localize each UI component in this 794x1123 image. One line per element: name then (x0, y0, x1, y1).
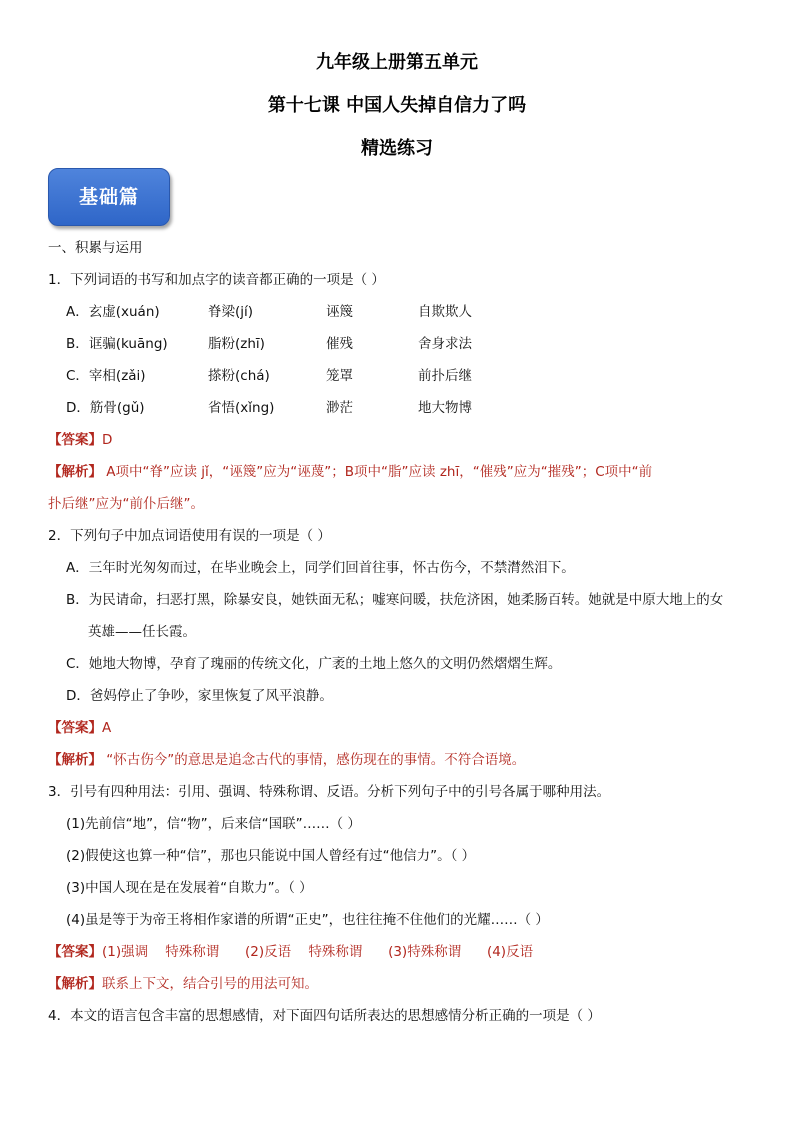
q2-option-d: D．爸妈停止了争吵，家里恢复了风平浪静。 (66, 688, 333, 704)
q2-option-b-continued: 英雄——任长霞。 (88, 624, 196, 640)
q1-option-c-2: 搽粉(chá) (208, 368, 270, 384)
q3-answer (48, 940, 533, 960)
q1-option-d-2: 省悟(xǐng) (208, 400, 275, 416)
q1-option-c-4: 前扑后继 (418, 368, 472, 384)
q3-sentence-2: (2)假使这也算一种“信”，那也只能说中国人曾经有过“他信力”。（ ） (66, 848, 476, 864)
q1-option-b-3: 催残 (326, 336, 353, 352)
q2-option-a: A．三年时光匆匆而过，在毕业晚会上，同学们回首往事，怀古伤今，不禁潸然泪下。 (66, 560, 575, 576)
lesson-title: 第十七课 中国人失掉自信力了吗 (267, 95, 527, 116)
badge-label: 基础篇 (78, 186, 139, 208)
q1-option-b-1: B．诓骗(kuāng) (66, 336, 168, 352)
q2-option-c: C．她地大物博，孕育了瑰丽的传统文化，广袤的土地上悠久的文明仍然熠熠生辉。 (66, 656, 562, 672)
basic-section-badge (48, 168, 170, 226)
answer-label: 【答案】 (48, 432, 102, 448)
q1-option-a-1: A．玄虚(xuán) (66, 304, 160, 320)
q1-option-a-2: 脊梁(jí) (208, 304, 254, 320)
analysis-text: “怀古伤今”的意思是追念古代的事情，感伤现在的事情。不符合语境。 (102, 752, 526, 768)
question-2-stem: 2．下列句子中加点词语使用有误的一项是（ ） (48, 528, 331, 544)
q1-option-b-4: 舍身求法 (418, 336, 472, 352)
question-3-stem: 3．引号有四种用法：引用、强调、特殊称谓、反语。分析下列句子中的引号各属于哪种用法。 (48, 784, 611, 800)
q3-sentence-4: (4)虽是等于为帝王将相作家谱的所谓“正史”，也往往掩不住他们的光耀……（ ） (66, 912, 549, 928)
q1-option-a-4: 自欺欺人 (418, 304, 472, 320)
q1-answer (48, 428, 112, 448)
q2-analysis (48, 748, 525, 768)
analysis-label: 【解析】 (48, 976, 102, 992)
q1-option-d-1: D．筋骨(gǔ) (66, 400, 145, 416)
answer-label: 【答案】 (48, 944, 102, 960)
analysis-label: 【解析】 (48, 752, 102, 768)
q1-option-c-1: C．宰相(zǎi) (66, 368, 146, 384)
q1-analysis-continued: 扑后继”应为“前仆后继”。 (48, 496, 204, 512)
q2-option-b: B．为民请命，扫恶打黑，除暴安良，她铁面无私；嘘寒问暖，扶危济困，她柔肠百转。她就是中原大地上的女 (66, 592, 724, 608)
analysis-label: 【解析】 (48, 464, 102, 480)
q1-option-d-4: 地大物博 (418, 400, 472, 416)
answer-label: 【答案】 (48, 720, 102, 736)
answer-value: (1)强调 特殊称谓 (2)反语 特殊称谓 (3)特殊称谓 (4)反语 (102, 944, 534, 960)
q1-option-d-3: 渺茫 (326, 400, 353, 416)
analysis-text: A项中“脊”应读 jǐ，“诬篾”应为“诬蔑”；B项中“脂”应读 zhī，“催残”应为“摧残”；C项中“前 (102, 464, 653, 480)
q2-answer (48, 716, 111, 736)
q1-analysis (48, 460, 652, 480)
exercise-title: 精选练习 (361, 138, 433, 159)
q1-option-c-3: 笼罩 (326, 368, 353, 384)
q1-option-b-2: 脂粉(zhī) (208, 336, 265, 352)
answer-value: A (102, 720, 112, 736)
analysis-text: 联系上下文，结合引号的用法可知。 (102, 976, 318, 992)
q3-sentence-3: (3)中国人现在是在发展着“自欺力”。（ ） (66, 880, 313, 896)
q3-analysis (48, 972, 318, 992)
q3-sentence-1: (1)先前信“地”，信“物”，后来信“国联”……（ ） (66, 816, 361, 832)
q1-option-a-3: 诬篾 (326, 304, 353, 320)
answer-value: D (102, 432, 113, 448)
document-title: 九年级上册第五单元 (316, 52, 478, 73)
question-1-stem: 1．下列词语的书写和加点字的读音都正确的一项是（ ） (48, 272, 385, 288)
section-heading: 一、积累与运用 (48, 240, 143, 256)
question-4-stem: 4．本文的语言包含丰富的思想感情，对下面四句话所表达的思想感情分析正确的一项是（ ） (48, 1008, 601, 1024)
